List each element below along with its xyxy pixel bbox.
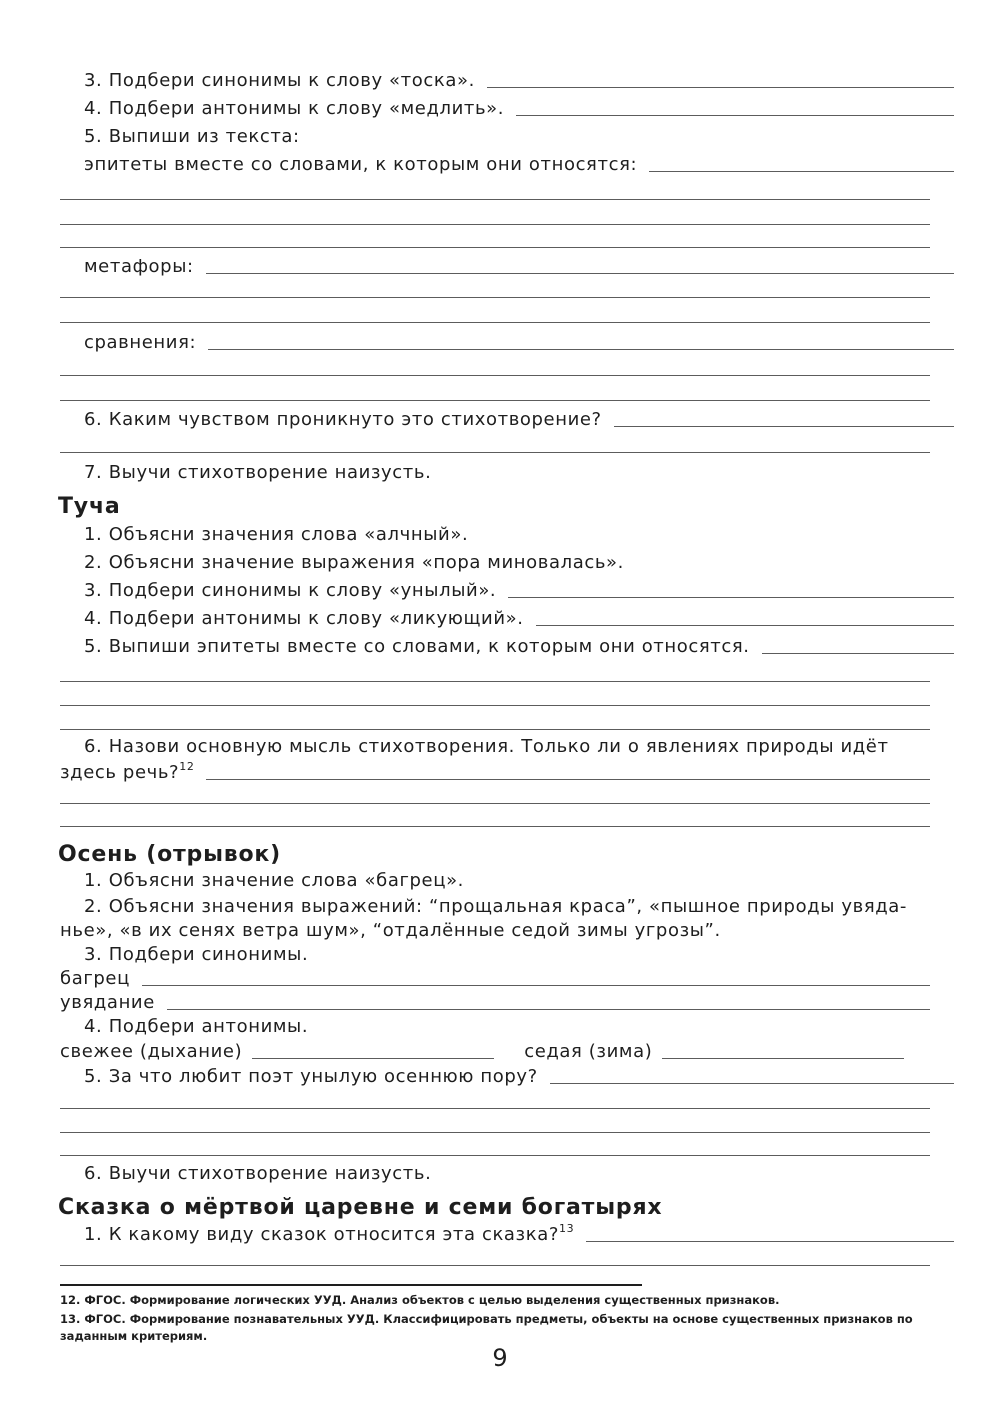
answer-line[interactable] xyxy=(60,199,930,200)
answer-line[interactable] xyxy=(252,1058,494,1059)
question-tucha-6: 6. Назови основную мысль стихотворения. Только ли о явлениях природы идёт xyxy=(84,736,889,757)
answer-line[interactable] xyxy=(60,1132,930,1133)
question-osen-4: 4. Подбери антонимы. xyxy=(84,1016,309,1037)
question-prev-4: 4. Подбери антонимы к слову «медлить». xyxy=(60,98,954,120)
answer-line[interactable] xyxy=(208,349,954,350)
question-osen-6: 6. Выучи стихотворение наизусть. xyxy=(84,1163,432,1184)
footnote-ref: 12 xyxy=(179,760,195,773)
answer-line[interactable] xyxy=(60,705,930,706)
question-tucha-6-cont: здесь речь?$^{12}$ xyxy=(60,762,930,784)
answer-line[interactable] xyxy=(60,247,930,248)
answer-line[interactable] xyxy=(550,1083,954,1084)
answer-line[interactable] xyxy=(142,985,930,986)
question-osen-3: 3. Подбери синонимы. xyxy=(84,944,309,965)
question-prev-3: 3. Подбери синонимы к слову «тоска». xyxy=(60,70,954,92)
answer-line[interactable] xyxy=(60,322,930,323)
footnote-separator xyxy=(60,1284,642,1286)
question-tucha-4: 4. Подбери антонимы к слову «ликующий». xyxy=(60,608,954,630)
footnote-12: 12. ФГОС. Формирование логических УУД. Анализ объектов с целью выделения существенных признаков. xyxy=(60,1293,780,1307)
answer-line[interactable] xyxy=(649,171,954,172)
answer-line[interactable] xyxy=(60,224,930,225)
answer-line[interactable] xyxy=(536,625,954,626)
question-tucha-5: 5. Выпиши эпитеты вместе со словами, к которым они относятся. xyxy=(60,636,954,658)
answer-line[interactable] xyxy=(614,426,954,427)
answer-line[interactable] xyxy=(60,1108,930,1109)
question-prev-7: 7. Выучи стихотворение наизусть. xyxy=(84,462,432,483)
answer-line[interactable] xyxy=(206,779,930,780)
antonyms-row: свежее (дыхание) седая (зима) xyxy=(60,1041,930,1063)
section-title-skazka: Сказка о мёртвой царевне и семи богатырях xyxy=(58,1195,663,1220)
answer-line[interactable] xyxy=(60,297,930,298)
question-skazka-1: 1. К какому виду сказок относится эта сказка?$^{13}$ xyxy=(60,1224,954,1246)
answer-line[interactable] xyxy=(487,87,954,88)
answer-line[interactable] xyxy=(206,273,954,274)
question-osen-2: 2. Объясни значения выражений: “прощальная краса”, «пышное природы увяда- xyxy=(84,896,908,917)
answer-line[interactable] xyxy=(60,803,930,804)
footnote-13: 13. ФГОС. Формирование познавательных УУД. Классифицировать предметы, объекты на основе существенных признаков по заданным критериям. xyxy=(60,1312,913,1343)
question-osen-1: 1. Объясни значение слова «багрец». xyxy=(84,870,464,891)
answer-line[interactable] xyxy=(60,375,930,376)
page-number: 9 xyxy=(492,1344,508,1372)
question-prev-6: 6. Каким чувством проникнуто это стихотворение? xyxy=(60,409,954,431)
answer-line[interactable] xyxy=(60,681,930,682)
epithets-label: эпитеты вместе со словами, к которым они относятся: xyxy=(60,154,954,176)
comparisons-label: сравнения: xyxy=(60,332,954,354)
question-tucha-2: 2. Объясни значение выражения «пора миновалась». xyxy=(84,552,624,573)
footnote-ref: 13 xyxy=(559,1222,575,1235)
answer-line[interactable] xyxy=(662,1058,904,1059)
question-osen-5: 5. За что любит поэт унылую осеннюю пору? xyxy=(60,1066,954,1088)
answer-line[interactable] xyxy=(586,1241,954,1242)
synonym-uvyadanie: увядание xyxy=(60,992,930,1014)
question-tucha-1: 1. Объясни значения слова «алчный». xyxy=(84,524,469,545)
answer-line[interactable] xyxy=(762,653,954,654)
synonym-bagrets: багрец xyxy=(60,968,930,990)
question-tucha-3: 3. Подбери синонимы к слову «унылый». xyxy=(60,580,954,602)
answer-line[interactable] xyxy=(60,826,930,827)
question-prev-5: 5. Выпиши из текста: xyxy=(84,126,300,147)
answer-line[interactable] xyxy=(60,452,930,453)
answer-line[interactable] xyxy=(167,1009,930,1010)
answer-line[interactable] xyxy=(60,1155,930,1156)
answer-line[interactable] xyxy=(508,597,954,598)
metaphors-label: метафоры: xyxy=(60,256,954,278)
answer-line[interactable] xyxy=(60,729,930,730)
section-title-tucha: Туча xyxy=(58,494,121,519)
answer-line[interactable] xyxy=(516,115,954,116)
answer-line[interactable] xyxy=(60,1265,930,1266)
section-title-osen: Осень (отрывок) xyxy=(58,842,282,867)
question-osen-2-cont: нье», «в их сенях ветра шум», “отдалённые седой зимы угрозы”. xyxy=(60,920,721,941)
answer-line[interactable] xyxy=(60,400,930,401)
